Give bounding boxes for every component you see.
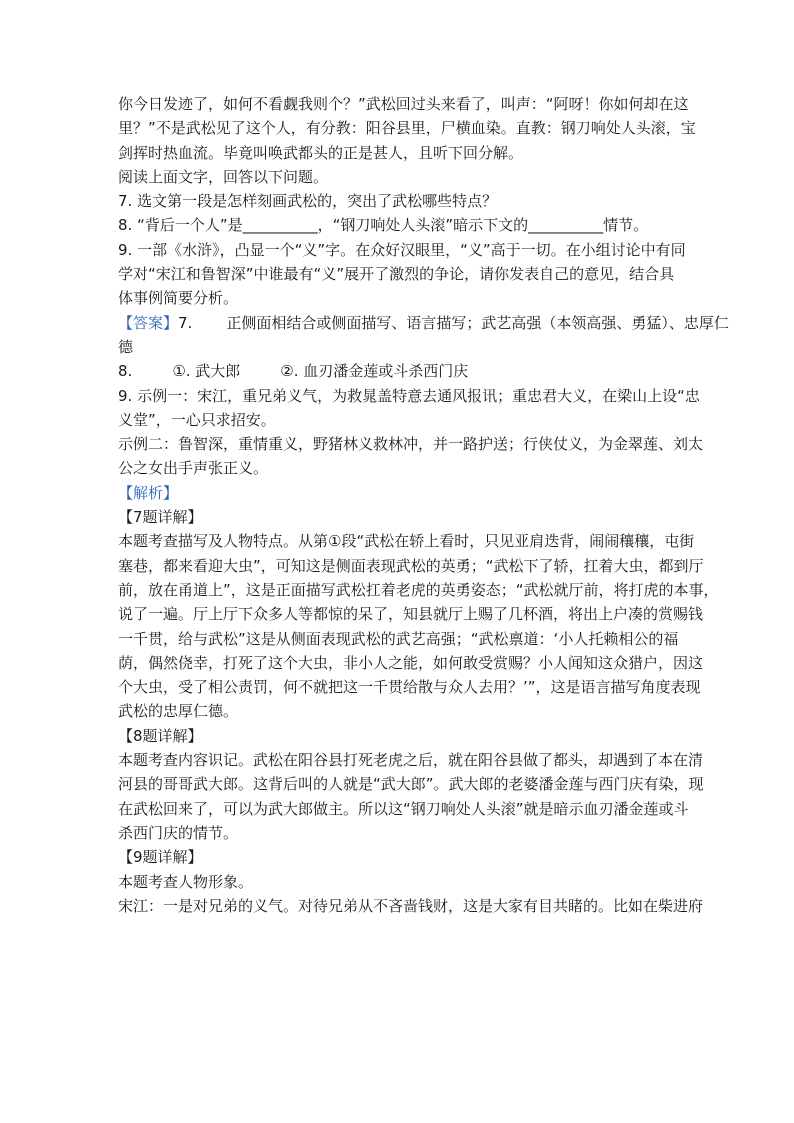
- answer-9-line: 义堂”，一心只求招安。: [118, 410, 276, 429]
- answer-9-line: 公之女出手声张正义。: [118, 459, 269, 478]
- answer-7-text: 正侧面相结合或侧面描写、语言描写；武艺高强（本领高强、勇猛）、忠厚仁: [226, 313, 729, 332]
- text-line: 剑挥时热血流。毕竟叫唤武都头的正是甚人，且听下回分解。: [118, 143, 524, 162]
- analysis-9-line: 宋江：一是对兄弟的义气。对待兄弟从不吝啬钱财，这是大家有目共睹的。比如在柴进府: [118, 896, 704, 915]
- analysis-8-line: 本题考查内容识记。武松在阳谷县打死老虎之后，就在阳谷县做了都头，却遇到了本在清: [118, 751, 704, 770]
- analysis-heading-7: 【7题详解】: [118, 508, 203, 527]
- analysis-8-line: 在武松回来了，可以为武大郎做主。所以这“钢刀响处人头滚”就是暗示血刃潘金莲或斗: [118, 799, 689, 818]
- analysis-7-line: 一千贯，给与武松”这是从侧面表现武松的武艺高强；“武松禀道：‘小人托赖相公的福: [118, 629, 679, 648]
- analysis-7-line: 武松的忠厚仁德。: [118, 702, 239, 721]
- analysis-heading-9: 【9题详解】: [118, 848, 203, 867]
- answer-8-a: ①. 武大郎: [172, 362, 241, 381]
- answer-8-b: ②. 血刃潘金莲或斗杀西门庆: [280, 362, 469, 381]
- answer-7-cont: 德: [118, 337, 134, 356]
- answer-label: 【答案】: [118, 313, 179, 332]
- analysis-7-line: 说了一遍。厅上厅下众多人等都惊的呆了，知县就厅上赐了几杯酒，将出上户凑的赏赐钱: [118, 605, 704, 624]
- answer-8-line: [118, 359, 684, 383]
- answer-7-line: [118, 311, 729, 335]
- question-7: 7. 选文第一段是怎样刻画武松的，突出了武松哪些特点？: [118, 192, 498, 211]
- analysis-heading-8: 【8题详解】: [118, 726, 203, 745]
- question-8: 8. “背后一个人”是__________，“钢刀响处人头滚”暗示下文的__________情节。: [118, 216, 649, 235]
- answer-7-num: 7.: [178, 313, 193, 332]
- analysis-9-line: 本题考查人物形象。: [118, 872, 254, 891]
- text-line: 你今日发迹了，如何不看觑我则个？”武松回过头来看了，叫声：“阿呀！你如何却在这: [118, 95, 689, 113]
- text-line: 里？”不是武松见了这个人，有分教：阳谷县里，尸横血染。直教：钢刀响处人头滚，宝: [118, 119, 696, 138]
- answer-9-line: 9. 示例一：宋江，重兄弟义气，为救晁盖特意去通风报讯；重忠君大义，在梁山上设“忠: [118, 386, 700, 405]
- question-9-cont: 学对“宋江和鲁智深”中谁最有“义”展开了激烈的争论，请你发表自己的意见，结合具: [118, 265, 675, 284]
- instruction-line: 阅读上面文字，回答以下问题。: [118, 167, 329, 186]
- analysis-8-line: 杀西门庆的情节。: [118, 823, 239, 842]
- analysis-7-line: 个大虫，受了相公责罚，何不就把这一千贯给散与众人去用？’”，这是语言描写角度表现: [118, 678, 701, 697]
- analysis-7-line: 荫，偶然侥幸，打死了这个大虫，非小人之能，如何敢受赏赐？小人闻知这众猎户，因这: [118, 653, 704, 672]
- analysis-7-line: 前，放在甬道上”，这是正面描写武松扛着老虎的英勇姿态；“武松就厅前，将打虎的本事，: [118, 580, 719, 599]
- answer-8-num: 8.: [118, 362, 133, 381]
- analysis-label: 【解析】: [118, 483, 179, 502]
- question-9: 9. 一部《水浒》，凸显一个“义”字。在众好汉眼里，“义”高于一切。在小组讨论中有同: [118, 240, 686, 259]
- analysis-7-line: 塞巷，都来看迎大虫”，可知这是侧面表现武松的英勇；“武松下了轿，扛着大虫，都到厅: [118, 556, 704, 575]
- analysis-7-line: 本题考查描写及人物特点。从第①段“武松在轿上看时，只见亚肩迭背，闹闹穰穰，屯街: [118, 532, 695, 551]
- analysis-8-line: 河县的哥哥武大郎。这背后叫的人就是“武大郎”。武大郎的老婆潘金莲与西门庆有染，现: [118, 775, 704, 794]
- answer-9-line: 示例二：鲁智深，重情重义，野猪林义救林冲，并一路护送；行侠仗义，为金翠莲、刘太: [118, 435, 704, 454]
- document-page: [118, 92, 729, 918]
- question-9-cont: 体事例简要分析。: [118, 289, 239, 308]
